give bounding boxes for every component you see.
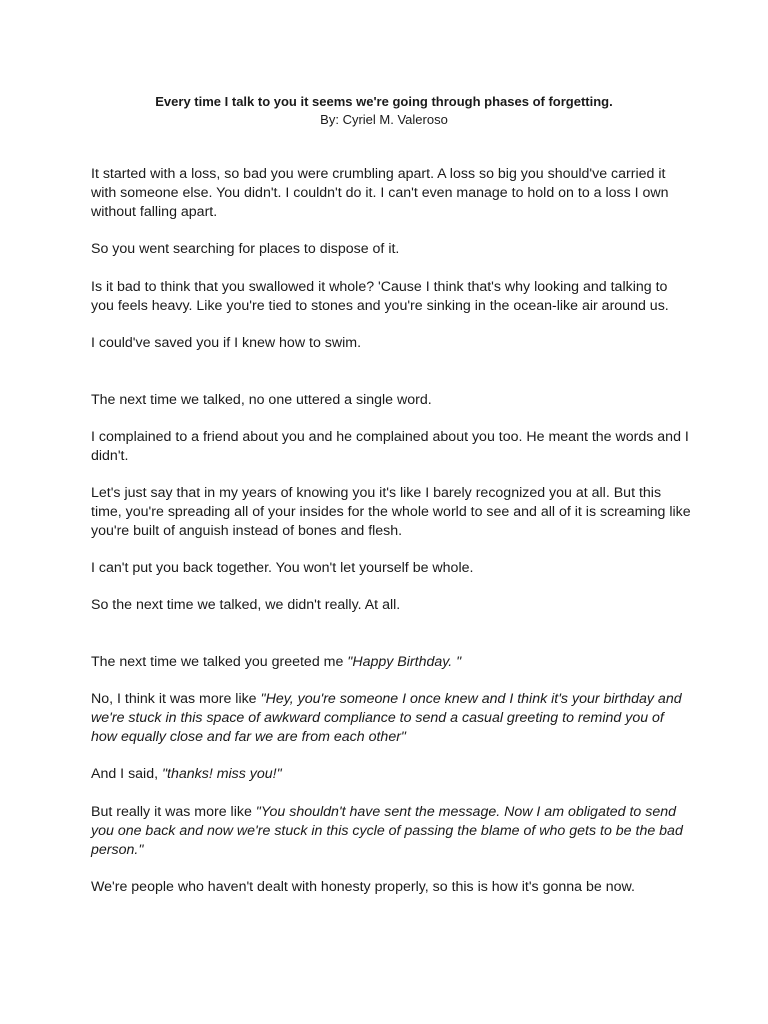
paragraph-text: We're people who haven't dealt with honesty properly, so this is how it's gonna be now.: [91, 879, 635, 895]
paragraph-text: Let's just say that in my years of knowing you it's like I barely recognized you at all. But this time, you're spreading all of your insides for the whole world to see and all of it is screaming like you're built of anguish instead of bones and flesh.: [91, 485, 691, 539]
quoted-text: "Happy Birthday. ": [347, 654, 462, 670]
document-title: Every time I talk to you it seems we're going through phases of forgetting.: [155, 94, 613, 109]
paragraph-text: The next time we talked, no one uttered a single word.: [91, 392, 432, 408]
paragraph: [91, 690, 691, 746]
paragraph-text: The next time we talked you greeted me: [91, 654, 348, 670]
paragraph: [91, 803, 691, 859]
paragraph: [91, 334, 691, 353]
quoted-text: "Hey, you're someone I once knew and I think it's your birthday and we're stuck in this space of awkward compliance to send a casual greeting to remind you of how equally close and far we are from each other": [91, 691, 682, 745]
paragraph-text: I complained to a friend about you and he complained about you too. He meant the words and I didn't.: [91, 429, 689, 464]
paragraph: [91, 653, 691, 672]
paragraph: [91, 278, 691, 316]
quoted-text: "thanks! miss you!": [161, 766, 282, 782]
paragraph: [91, 391, 691, 410]
paragraph-text: No, I think it was more like: [91, 691, 261, 707]
quoted-text: "You shouldn't have sent the message. Now I am obligated to send you one back and now we're stuck in this cycle of passing the blame of who gets to be the bad person.": [91, 804, 683, 858]
paragraph: [91, 596, 691, 615]
paragraph-text: It started with a loss, so bad you were crumbling apart. A loss so big you should've carried it with someone else. You didn't. I couldn't do it. I can't even manage to hold on to a loss I own without falling apart.: [91, 166, 669, 220]
paragraph: [91, 878, 691, 897]
paragraph-text: I can't put you back together. You won't let yourself be whole.: [91, 560, 474, 576]
paragraph: [91, 559, 691, 578]
paragraph-text: Is it bad to think that you swallowed it whole? 'Cause I think that's why looking and talking to you feels heavy. Like you're tied to stones and you're sinking in the ocean-like air around us.: [91, 279, 669, 314]
paragraph: [91, 765, 691, 784]
paragraph-text: So you went searching for places to dispose of it.: [91, 241, 400, 257]
paragraph: [91, 428, 691, 466]
paragraph-text: So the next time we talked, we didn't really. At all.: [91, 597, 401, 613]
paragraph: [91, 484, 691, 540]
paragraph-text: I could've saved you if I knew how to swim.: [91, 335, 362, 351]
paragraph: [91, 240, 691, 259]
paragraph-text: But really it was more like: [91, 804, 256, 820]
author-byline: By: Cyriel M. Valeroso: [320, 112, 448, 127]
paragraph-text: And I said,: [91, 766, 162, 782]
paragraph: [91, 165, 691, 221]
